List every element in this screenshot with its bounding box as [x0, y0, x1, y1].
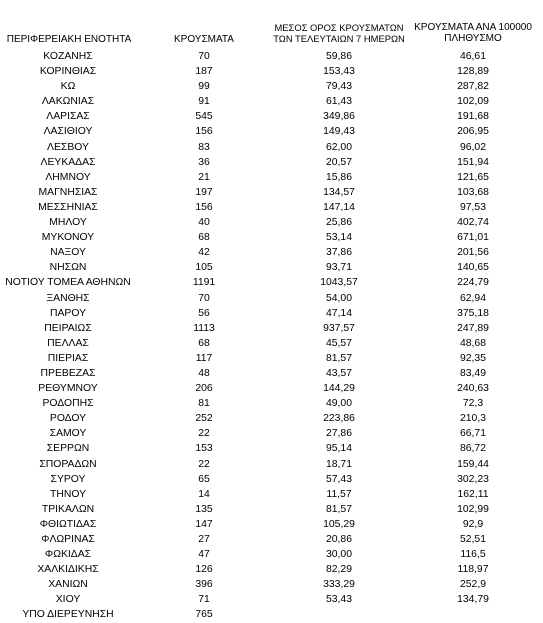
cases-per-100k-cell: 102,99: [457, 503, 489, 515]
seven-day-average-cell: 53,14: [325, 232, 352, 244]
region-cell: ΛΑΡΙΣΑΣ: [46, 111, 90, 123]
cases-cell: 765: [195, 609, 213, 621]
region-cell: ΛΕΣΒΟΥ: [47, 141, 89, 153]
region-cell: ΠΑΡΟΥ: [49, 307, 87, 319]
cases-cell: 27: [198, 534, 210, 545]
region-cell: ΤΡΙΚΑΛΩΝ: [41, 503, 95, 515]
region-cell: ΧΑΛΚΙΔΙΚΗΣ: [37, 564, 99, 576]
region-cell: ΣΑΜΟΥ: [49, 428, 87, 440]
table-row: [0, 592, 543, 607]
seven-day-average-cell: 149,43: [323, 126, 355, 138]
table-row: [0, 230, 543, 245]
cases-per-100k-cell: 48,68: [459, 337, 486, 349]
cases-per-100k-cell: 92,9: [462, 518, 484, 530]
cases-cell: 1113: [193, 322, 215, 334]
cases-cell: 545: [195, 111, 213, 123]
cases-per-100k-cell: 252,9: [459, 579, 486, 591]
region-cell: ΧΙΟΥ: [55, 594, 81, 606]
cases-cell: 187: [195, 66, 213, 78]
seven-day-average-cell: 153,43: [323, 66, 355, 78]
cases-per-100k-cell: 128,89: [457, 66, 489, 78]
seven-day-average-cell: 93,71: [325, 262, 352, 274]
cases-cell: 135: [195, 503, 213, 515]
region-cell: ΝΗΣΩΝ: [49, 262, 87, 274]
table-header: [0, 0, 543, 48]
table-row: [0, 260, 543, 275]
region-cell: ΡΟΔΟΠΗΣ: [42, 398, 94, 410]
region-cell: ΜΥΚΟΝΟΥ: [41, 232, 95, 244]
seven-day-average-cell: 43,57: [325, 367, 352, 379]
table-row: [0, 245, 543, 260]
cases-cell: 396: [195, 579, 213, 591]
cases-cell: 47: [198, 549, 210, 561]
header-cases: ΚΡΟΥΣΜΑΤΑ: [174, 34, 234, 45]
region-cell: ΦΛΩΡΙΝΑΣ: [41, 534, 95, 545]
table-row: [0, 472, 543, 487]
cases-per-100k-cell: 97,53: [459, 201, 486, 213]
cases-cell: 68: [198, 232, 210, 244]
cases-per-100k-cell: 66,71: [459, 428, 486, 440]
seven-day-average-cell: 15,86: [325, 171, 352, 183]
seven-day-average-cell: 61,43: [325, 96, 352, 108]
region-cell: ΚΩ: [60, 81, 76, 93]
cases-per-100k-cell: 121,65: [457, 171, 489, 183]
region-cell: ΚΟΡΙΝΘΙΑΣ: [39, 66, 97, 78]
cases-per-100k-cell: 210,3: [459, 413, 486, 425]
region-cell: ΠΡΕΒΕΖΑΣ: [40, 367, 96, 379]
cases-cell: 81: [198, 398, 210, 410]
cases-per-100k-cell: 287,82: [457, 81, 489, 93]
region-cell: ΜΑΓΝΗΣΙΑΣ: [38, 186, 98, 198]
cases-cell: 156: [195, 201, 213, 213]
region-cell: ΛΗΜΝΟΥ: [45, 171, 91, 183]
seven-day-average-cell: 30,00: [325, 549, 352, 561]
region-cell: ΥΠΟ ΔΙΕΡΕΥΝΗΣΗ: [22, 609, 114, 621]
table-row: [0, 351, 543, 366]
region-cell: ΡΕΘΥΜΝΟΥ: [38, 383, 98, 395]
seven-day-average-cell: 59,86: [325, 51, 352, 62]
cases-per-100k-cell: 151,94: [457, 156, 489, 168]
cases-per-100k-cell: 247,89: [457, 322, 489, 334]
cases-per-100k-cell: 224,79: [457, 277, 489, 289]
cases-per-100k-cell: 46,61: [459, 51, 486, 62]
seven-day-average-cell: 1043,57: [320, 277, 358, 289]
seven-day-average-cell: 79,43: [325, 81, 352, 93]
cases-per-100k-cell: 240,63: [457, 383, 489, 395]
cases-per-100k-cell: 302,23: [457, 473, 489, 485]
seven-day-average-cell: 49,00: [325, 398, 352, 410]
seven-day-average-cell: 37,86: [325, 247, 352, 259]
cases-cell: 206: [195, 383, 213, 395]
table-row: [0, 577, 543, 592]
region-cell: ΞΑΝΘΗΣ: [46, 292, 90, 304]
cases-cell: 21: [198, 171, 210, 183]
region-cell: ΣΠΟΡΑΔΩΝ: [39, 458, 97, 470]
cases-cell: 99: [198, 81, 210, 93]
cases-cell: 117: [195, 352, 213, 364]
seven-day-average-cell: 95,14: [325, 443, 352, 455]
table-row: [0, 140, 543, 155]
seven-day-average-cell: 349,86: [323, 111, 355, 123]
cases-per-100k-cell: 92,35: [459, 352, 486, 364]
seven-day-average-cell: 47,14: [325, 307, 352, 319]
table-row: [0, 457, 543, 472]
region-cell: ΠΕΛΛΑΣ: [47, 337, 89, 349]
table-row: [0, 502, 543, 517]
cases-cell: 70: [198, 51, 210, 62]
table-row: [0, 109, 543, 124]
seven-day-average-cell: 62,00: [325, 141, 352, 153]
table-row: [0, 517, 543, 532]
cases-cell: 42: [198, 247, 210, 259]
region-cell: ΦΩΚΙΔΑΣ: [44, 549, 92, 561]
table-body: [0, 49, 543, 623]
cases-cell: 105: [195, 262, 213, 274]
cases-cell: 40: [198, 217, 210, 229]
cases-cell: 56: [198, 307, 210, 319]
region-cell: ΛΑΚΩΝΙΑΣ: [41, 96, 95, 108]
table-row: [0, 562, 543, 577]
cases-per-100k-cell: 86,72: [459, 443, 486, 455]
header-per-line-2: ΠΛΗΘΥΣΜΟ: [444, 33, 502, 44]
seven-day-average-cell: 82,29: [325, 564, 352, 576]
cases-per-100k-cell: 671,01: [457, 232, 489, 244]
header-avg-line-1: ΜΕΣΟΣ ΟΡΟΣ ΚΡΟΥΣΜΑΤΩΝ: [274, 22, 404, 33]
cases-cell: 153: [195, 443, 213, 455]
seven-day-average-cell: 134,57: [323, 186, 355, 198]
cases-cell: 91: [198, 96, 210, 108]
region-cell: ΝΟΤΙΟΥ ΤΟΜΕΑ ΑΘΗΝΩΝ: [5, 277, 131, 289]
seven-day-average-cell: 20,57: [325, 156, 352, 168]
seven-day-average-cell: 223,86: [323, 413, 355, 425]
region-cell: ΤΗΝΟΥ: [49, 488, 87, 500]
table-row: [0, 215, 543, 230]
table-row: [0, 381, 543, 396]
table-row: [0, 185, 543, 200]
cases-cell: 36: [198, 156, 210, 168]
cases-cell: 197: [195, 186, 213, 198]
cases-per-100k-cell: 206,95: [457, 126, 489, 138]
seven-day-average-cell: 105,29: [323, 518, 355, 530]
table-row: [0, 124, 543, 139]
header-per-line-1: ΚΡΟΥΣΜΑΤΑ ΑΝΑ 100000: [414, 22, 532, 33]
region-cell: ΦΘΙΩΤΙΔΑΣ: [39, 518, 97, 530]
cases-cell: 65: [198, 473, 210, 485]
seven-day-average-cell: 937,57: [323, 322, 355, 334]
cases-per-100k-cell: 103,68: [457, 186, 489, 198]
seven-day-average-cell: 81,57: [325, 352, 352, 364]
cases-cell: 156: [195, 126, 213, 138]
cases-cell: 1191: [192, 277, 216, 289]
cases-per-100k-cell: 162,11: [457, 488, 489, 500]
cases-cell: 14: [198, 488, 210, 500]
table-row: [0, 79, 543, 94]
cases-per-100k-cell: 96,02: [459, 141, 486, 153]
region-cell: ΠΕΙΡΑΙΩΣ: [44, 322, 92, 334]
cases-cell: 68: [198, 337, 210, 349]
seven-day-average-cell: 81,57: [325, 503, 352, 515]
region-cell: ΣΥΡΟΥ: [50, 473, 86, 485]
seven-day-average-cell: 333,29: [323, 579, 355, 591]
cases-per-100k-cell: 134,79: [457, 594, 489, 606]
table-row: [0, 396, 543, 411]
seven-day-average-cell: 25,86: [325, 217, 352, 229]
table-row: [0, 547, 543, 562]
region-cell: ΛΑΣΙΘΙΟΥ: [43, 126, 93, 138]
cases-per-100k-cell: 102,09: [457, 96, 489, 108]
table-row: [0, 49, 543, 64]
region-cell: ΚΟΖΑΝΗΣ: [43, 51, 93, 62]
table-row: [0, 411, 543, 426]
table-row: [0, 94, 543, 109]
region-cell: ΡΟΔΟΥ: [49, 413, 87, 425]
cases-cell: 147: [195, 518, 213, 530]
header-seven-day-average: [272, 22, 406, 44]
seven-day-average-cell: 147,14: [323, 201, 355, 213]
seven-day-average-cell: 45,57: [325, 337, 352, 349]
seven-day-average-cell: 20,86: [325, 534, 352, 545]
cases-cell: 70: [198, 292, 210, 304]
header-avg-line-2: ΤΩΝ ΤΕΛΕΥΤΑΙΩΝ 7 ΗΜΕΡΩΝ: [273, 33, 405, 44]
region-cell: ΠΙΕΡΙΑΣ: [47, 352, 89, 364]
table-row: [0, 291, 543, 306]
cases-per-100k-cell: 62,94: [459, 292, 486, 304]
header-region: ΠΕΡΙΦΕΡΕΙΑΚΗ ΕΝΟΤΗΤΑ: [6, 34, 132, 45]
cases-per-100k-cell: 118,97: [457, 564, 489, 576]
seven-day-average-cell: 11,57: [326, 488, 352, 500]
cases-per-100k-cell: 201,56: [457, 247, 489, 259]
cases-per-100k-cell: 83,49: [459, 367, 486, 379]
cases-cell: 252: [195, 413, 213, 425]
cases-per-100k-cell: 140,65: [457, 262, 489, 274]
cases-per-100k-cell: 72,3: [462, 398, 484, 410]
cases-per-100k-cell: 375,18: [457, 307, 489, 319]
cases-cell: 71: [198, 594, 210, 606]
table-row: [0, 64, 543, 79]
region-cell: ΜΗΛΟΥ: [49, 217, 87, 229]
cases-cell: 22: [198, 428, 210, 440]
cases-per-100k-cell: 52,51: [459, 534, 486, 545]
cases-cell: 22: [198, 458, 210, 470]
seven-day-average-cell: 54,00: [325, 292, 352, 304]
table-row: [0, 426, 543, 441]
cases-per-100k-cell: 402,74: [457, 217, 489, 229]
region-cell: ΣΕΡΡΩΝ: [46, 443, 90, 455]
region-cell: ΧΑΝΙΩΝ: [48, 579, 88, 591]
table-row: [0, 306, 543, 321]
seven-day-average-cell: 144,29: [323, 383, 355, 395]
table-row: [0, 200, 543, 215]
seven-day-average-cell: 57,43: [325, 473, 352, 485]
seven-day-average-cell: 27,86: [325, 428, 352, 440]
table-row: [0, 336, 543, 351]
cases-per-100k-cell: 191,68: [457, 111, 489, 123]
cases-cell: 48: [198, 367, 210, 379]
table-row: [0, 607, 543, 622]
table-row: [0, 487, 543, 502]
region-cell: ΝΑΞΟΥ: [50, 247, 86, 259]
seven-day-average-cell: 53,43: [325, 594, 352, 606]
region-cell: ΜΕΣΣΗΝΙΑΣ: [38, 201, 98, 213]
table-row: [0, 366, 543, 381]
cases-cell: 126: [195, 564, 213, 576]
cases-per-100k-cell: 116,5: [460, 549, 486, 561]
header-cases-per-100k: [406, 22, 540, 44]
region-cell: ΛΕΥΚΑΔΑΣ: [40, 156, 96, 168]
cases-cell: 83: [198, 141, 210, 153]
table-row: [0, 275, 543, 290]
table-row: [0, 155, 543, 170]
table-row: [0, 321, 543, 336]
table-row: [0, 170, 543, 185]
table-row: [0, 532, 543, 547]
cases-per-100k-cell: 159,44: [457, 458, 489, 470]
seven-day-average-cell: 18,71: [325, 458, 352, 470]
table-row: [0, 441, 543, 456]
